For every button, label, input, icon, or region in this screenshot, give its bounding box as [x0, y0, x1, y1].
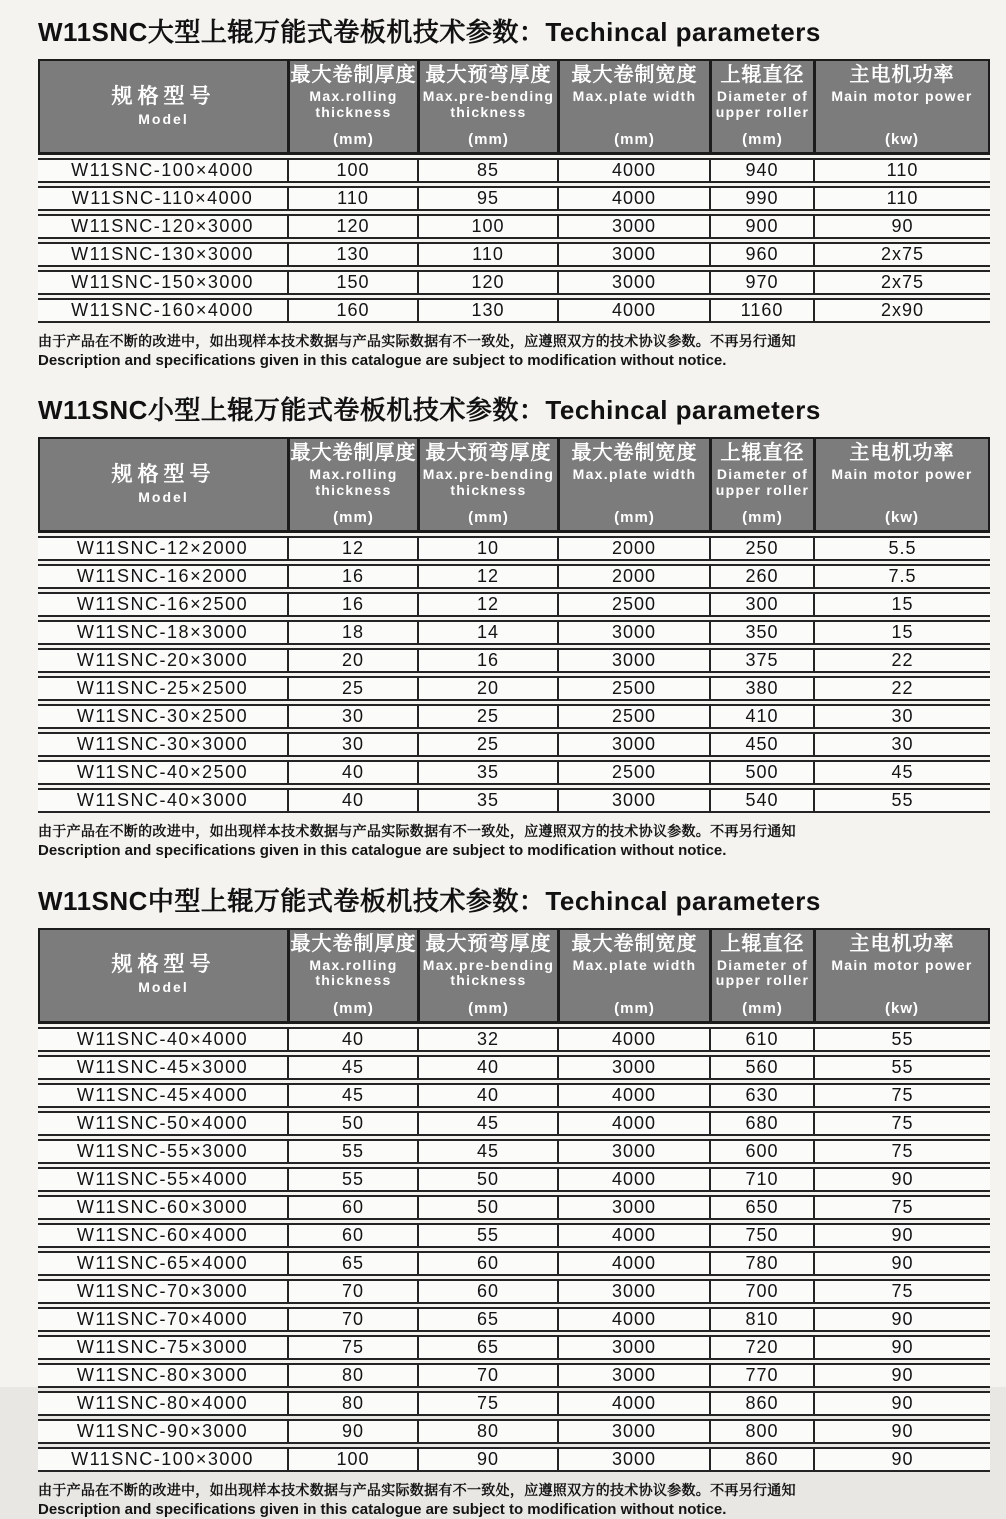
table-row — [38, 1335, 990, 1360]
value-cell: 780 — [709, 1251, 813, 1276]
table-body-medium — [38, 1027, 990, 1472]
value-cell: 45 — [813, 760, 990, 785]
value-cell: 2x75 — [813, 270, 990, 295]
value-cell: 380 — [709, 676, 813, 701]
value-cell: 90 — [813, 1223, 990, 1248]
value-cell: 60 — [287, 1195, 417, 1220]
col-header-motor-power: 主电机功率 Main motor power (kw) — [813, 437, 990, 533]
section-large-machines — [38, 12, 990, 370]
value-cell: 20 — [417, 676, 557, 701]
value-cell: 960 — [709, 242, 813, 267]
value-cell: 860 — [709, 1391, 813, 1416]
table-row — [38, 1167, 990, 1192]
table-header — [38, 59, 990, 155]
col-header-motor-power: 主电机功率 Main motor power (kw) — [813, 59, 990, 155]
value-cell: 55 — [813, 1055, 990, 1080]
value-cell: 100 — [287, 1447, 417, 1472]
table-row — [38, 1055, 990, 1080]
value-cell: 22 — [813, 676, 990, 701]
value-cell: 80 — [287, 1363, 417, 1388]
model-cell: W11SNC-60×4000 — [38, 1223, 287, 1248]
value-cell: 7.5 — [813, 564, 990, 589]
value-cell: 810 — [709, 1307, 813, 1332]
table-row — [38, 1251, 990, 1276]
spec-table-small — [38, 434, 990, 816]
table-row — [38, 1195, 990, 1220]
model-cell: W11SNC-65×4000 — [38, 1251, 287, 1276]
value-cell: 4000 — [557, 1307, 709, 1332]
value-cell: 3000 — [557, 1195, 709, 1220]
value-cell: 65 — [287, 1251, 417, 1276]
value-cell: 2000 — [557, 564, 709, 589]
value-cell: 40 — [287, 1027, 417, 1052]
col-header-rolling-thickness: 最大卷制厚度 Max.rolling thickness (mm) — [287, 928, 417, 1024]
value-cell: 650 — [709, 1195, 813, 1220]
disclaimer-note — [38, 332, 990, 370]
value-cell: 610 — [709, 1027, 813, 1052]
value-cell: 2500 — [557, 704, 709, 729]
value-cell: 3000 — [557, 270, 709, 295]
disclaimer-zh: 由于产品在不断的改进中，如出现样本技术数据与产品实际数据有不一致处，应遵照双方的技术协议参数。不再另行通知 — [38, 823, 796, 840]
value-cell: 2500 — [557, 676, 709, 701]
value-cell: 40 — [417, 1055, 557, 1080]
col-header-prebending-thickness: 最大预弯厚度 Max.pre-bending thickness (mm) — [417, 928, 557, 1024]
value-cell: 70 — [287, 1307, 417, 1332]
value-cell: 65 — [417, 1335, 557, 1360]
value-cell: 70 — [287, 1279, 417, 1304]
disclaimer-zh: 由于产品在不断的改进中，如出现样本技术数据与产品实际数据有不一致处，应遵照双方的技术协议参数。不再另行通知 — [38, 1481, 796, 1498]
table-row — [38, 1447, 990, 1472]
value-cell: 3000 — [557, 214, 709, 239]
value-cell: 65 — [417, 1307, 557, 1332]
model-cell: W11SNC-100×3000 — [38, 1447, 287, 1472]
value-cell: 16 — [417, 648, 557, 673]
model-cell: W11SNC-120×3000 — [38, 214, 287, 239]
table-row — [38, 1027, 990, 1052]
model-cell: W11SNC-12×2000 — [38, 536, 287, 561]
col-header-motor-power: 主电机功率 Main motor power (kw) — [813, 928, 990, 1024]
disclaimer-en: Description and specifications given in this catalogue are subject to modification without notice. — [38, 351, 727, 369]
col-header-model-en: Model — [138, 110, 189, 127]
table-row — [38, 704, 990, 729]
table-row — [38, 1139, 990, 1164]
model-cell: W11SNC-30×3000 — [38, 732, 287, 757]
value-cell: 3000 — [557, 242, 709, 267]
disclaimer-note — [38, 822, 990, 860]
col-header-plate-width: 最大卷制宽度 Max.plate width (mm) — [557, 437, 709, 533]
value-cell: 75 — [287, 1335, 417, 1360]
value-cell: 35 — [417, 788, 557, 813]
value-cell: 110 — [287, 186, 417, 211]
col-header-roller-diameter: 上辊直径 Diameter of upper roller (mm) — [709, 928, 813, 1024]
model-cell: W11SNC-160×4000 — [38, 298, 287, 323]
value-cell: 45 — [417, 1139, 557, 1164]
value-cell: 110 — [813, 186, 990, 211]
model-cell: W11SNC-40×3000 — [38, 788, 287, 813]
value-cell: 55 — [417, 1223, 557, 1248]
value-cell: 4000 — [557, 1251, 709, 1276]
col-header-model: 规格型号 Model — [38, 928, 287, 1024]
value-cell: 720 — [709, 1335, 813, 1360]
value-cell: 130 — [417, 298, 557, 323]
col-header-prebending-thickness: 最大预弯厚度 Max.pre-bending thickness (mm) — [417, 437, 557, 533]
value-cell: 18 — [287, 620, 417, 645]
value-cell: 85 — [417, 158, 557, 183]
model-cell: W11SNC-45×3000 — [38, 1055, 287, 1080]
value-cell: 2500 — [557, 592, 709, 617]
value-cell: 15 — [813, 592, 990, 617]
model-cell: W11SNC-50×4000 — [38, 1111, 287, 1136]
value-cell: 14 — [417, 620, 557, 645]
value-cell: 250 — [709, 536, 813, 561]
value-cell: 50 — [287, 1111, 417, 1136]
value-cell: 45 — [287, 1083, 417, 1108]
table-row — [38, 1307, 990, 1332]
model-cell: W11SNC-90×3000 — [38, 1419, 287, 1444]
value-cell: 12 — [287, 536, 417, 561]
table-row — [38, 536, 990, 561]
value-cell: 80 — [287, 1391, 417, 1416]
value-cell: 90 — [813, 1167, 990, 1192]
value-cell: 4000 — [557, 1167, 709, 1192]
value-cell: 4000 — [557, 1027, 709, 1052]
col-header-rolling-thickness: 最大卷制厚度 Max.rolling thickness (mm) — [287, 437, 417, 533]
value-cell: 990 — [709, 186, 813, 211]
disclaimer-en: Description and specifications given in this catalogue are subject to modification without notice. — [38, 842, 727, 860]
value-cell: 120 — [417, 270, 557, 295]
section-title-medium: W11SNC中型上辊万能式卷板机技术参数：Techincal parameters — [38, 885, 821, 916]
value-cell: 350 — [709, 620, 813, 645]
value-cell: 90 — [813, 1447, 990, 1472]
table-row — [38, 760, 990, 785]
model-cell: W11SNC-45×4000 — [38, 1083, 287, 1108]
value-cell: 90 — [813, 214, 990, 239]
section-small-machines — [38, 390, 990, 860]
model-cell: W11SNC-70×4000 — [38, 1307, 287, 1332]
value-cell: 45 — [287, 1055, 417, 1080]
value-cell: 4000 — [557, 1083, 709, 1108]
value-cell: 110 — [417, 242, 557, 267]
value-cell: 750 — [709, 1223, 813, 1248]
col-header-model: 规格型号 Model — [38, 437, 287, 533]
value-cell: 630 — [709, 1083, 813, 1108]
value-cell: 300 — [709, 592, 813, 617]
col-header-prebending-thickness: 最大预弯厚度 Max.pre-bending thickness (mm) — [417, 59, 557, 155]
value-cell: 40 — [287, 788, 417, 813]
section-title-large: W11SNC大型上辊万能式卷板机技术参数：Techincal parameters — [38, 17, 821, 47]
table-row — [38, 1419, 990, 1444]
value-cell: 130 — [287, 242, 417, 267]
value-cell: 60 — [417, 1279, 557, 1304]
value-cell: 16 — [287, 592, 417, 617]
value-cell: 3000 — [557, 1363, 709, 1388]
table-row — [38, 732, 990, 757]
table-row — [38, 648, 990, 673]
value-cell: 3000 — [557, 1335, 709, 1360]
model-cell: W11SNC-18×3000 — [38, 620, 287, 645]
value-cell: 32 — [417, 1027, 557, 1052]
table-row — [38, 1363, 990, 1388]
value-cell: 100 — [287, 158, 417, 183]
value-cell: 50 — [417, 1167, 557, 1192]
value-cell: 800 — [709, 1419, 813, 1444]
value-cell: 16 — [287, 564, 417, 589]
model-cell: W11SNC-70×3000 — [38, 1279, 287, 1304]
value-cell: 55 — [287, 1139, 417, 1164]
table-row — [38, 620, 990, 645]
model-cell: W11SNC-100×4000 — [38, 158, 287, 183]
value-cell: 260 — [709, 564, 813, 589]
value-cell: 970 — [709, 270, 813, 295]
model-cell: W11SNC-130×3000 — [38, 242, 287, 267]
value-cell: 80 — [417, 1419, 557, 1444]
value-cell: 3000 — [557, 788, 709, 813]
value-cell: 3000 — [557, 1447, 709, 1472]
value-cell: 90 — [813, 1363, 990, 1388]
col-header-model — [38, 59, 287, 155]
model-cell: W11SNC-16×2500 — [38, 592, 287, 617]
model-cell: W11SNC-55×3000 — [38, 1139, 287, 1164]
model-cell: W11SNC-75×3000 — [38, 1335, 287, 1360]
model-cell: W11SNC-110×4000 — [38, 186, 287, 211]
table-row — [38, 788, 990, 813]
table-row — [38, 214, 990, 239]
table-row — [38, 158, 990, 183]
value-cell: 90 — [813, 1391, 990, 1416]
col-header-model-zh: 规格型号 — [111, 84, 216, 108]
table-row — [38, 1083, 990, 1108]
model-cell: W11SNC-150×3000 — [38, 270, 287, 295]
model-cell: W11SNC-40×4000 — [38, 1027, 287, 1052]
table-row — [38, 270, 990, 295]
model-cell: W11SNC-40×2500 — [38, 760, 287, 785]
value-cell: 700 — [709, 1279, 813, 1304]
value-cell: 4000 — [557, 1391, 709, 1416]
value-cell: 90 — [813, 1419, 990, 1444]
value-cell: 4000 — [557, 186, 709, 211]
disclaimer-en: Description and specifications given in this catalogue are subject to modification without notice. — [38, 1500, 727, 1518]
col-header-plate-width: 最大卷制宽度 Max.plate width (mm) — [557, 59, 709, 155]
value-cell: 500 — [709, 760, 813, 785]
model-cell: W11SNC-25×2500 — [38, 676, 287, 701]
value-cell: 770 — [709, 1363, 813, 1388]
col-header-rolling-thickness: 最大卷制厚度 Max.rolling thickness (mm) — [287, 59, 417, 155]
value-cell: 3000 — [557, 1139, 709, 1164]
section-title-small: W11SNC小型上辊万能式卷板机技术参数：Techincal parameters — [38, 395, 821, 426]
model-cell: W11SNC-60×3000 — [38, 1195, 287, 1220]
value-cell: 35 — [417, 760, 557, 785]
value-cell: 410 — [709, 704, 813, 729]
value-cell: 560 — [709, 1055, 813, 1080]
value-cell: 25 — [287, 676, 417, 701]
value-cell: 90 — [417, 1447, 557, 1472]
value-cell: 75 — [813, 1083, 990, 1108]
value-cell: 40 — [417, 1083, 557, 1108]
value-cell: 90 — [813, 1307, 990, 1332]
value-cell: 2500 — [557, 760, 709, 785]
value-cell: 50 — [417, 1195, 557, 1220]
value-cell: 55 — [287, 1167, 417, 1192]
value-cell: 860 — [709, 1447, 813, 1472]
model-cell: W11SNC-16×2000 — [38, 564, 287, 589]
value-cell: 900 — [709, 214, 813, 239]
value-cell: 90 — [813, 1335, 990, 1360]
value-cell: 110 — [813, 158, 990, 183]
table-row — [38, 1223, 990, 1248]
value-cell: 540 — [709, 788, 813, 813]
table-row — [38, 186, 990, 211]
value-cell: 4000 — [557, 1223, 709, 1248]
col-header-plate-width: 最大卷制宽度 Max.plate width (mm) — [557, 928, 709, 1024]
value-cell: 120 — [287, 214, 417, 239]
value-cell: 95 — [417, 186, 557, 211]
value-cell: 2x90 — [813, 298, 990, 323]
value-cell: 60 — [287, 1223, 417, 1248]
table-row — [38, 1111, 990, 1136]
value-cell: 90 — [813, 1251, 990, 1276]
table-row — [38, 1391, 990, 1416]
value-cell: 25 — [417, 732, 557, 757]
value-cell: 4000 — [557, 158, 709, 183]
table-row — [38, 242, 990, 267]
value-cell: 2000 — [557, 536, 709, 561]
table-row — [38, 298, 990, 323]
value-cell: 30 — [813, 732, 990, 757]
value-cell: 75 — [813, 1139, 990, 1164]
model-cell: W11SNC-80×3000 — [38, 1363, 287, 1388]
model-cell: W11SNC-55×4000 — [38, 1167, 287, 1192]
value-cell: 75 — [813, 1111, 990, 1136]
table-body-small — [38, 536, 990, 813]
value-cell: 10 — [417, 536, 557, 561]
disclaimer-zh: 由于产品在不断的改进中，如出现样本技术数据与产品实际数据有不一致处，应遵照双方的技术协议参数。不再另行通知 — [38, 333, 796, 349]
value-cell: 22 — [813, 648, 990, 673]
value-cell: 3000 — [557, 620, 709, 645]
spec-table-medium — [38, 925, 990, 1475]
value-cell: 75 — [813, 1279, 990, 1304]
value-cell: 60 — [417, 1251, 557, 1276]
section-medium-machines — [38, 881, 990, 1519]
model-cell: W11SNC-30×2500 — [38, 704, 287, 729]
value-cell: 4000 — [557, 298, 709, 323]
value-cell: 40 — [287, 760, 417, 785]
value-cell: 600 — [709, 1139, 813, 1164]
value-cell: 45 — [417, 1111, 557, 1136]
value-cell: 450 — [709, 732, 813, 757]
value-cell: 150 — [287, 270, 417, 295]
value-cell: 25 — [417, 704, 557, 729]
value-cell: 3000 — [557, 732, 709, 757]
table-row — [38, 1279, 990, 1304]
table-header — [38, 437, 990, 533]
value-cell: 2x75 — [813, 242, 990, 267]
value-cell: 12 — [417, 564, 557, 589]
value-cell: 15 — [813, 620, 990, 645]
value-cell: 680 — [709, 1111, 813, 1136]
value-cell: 55 — [813, 1027, 990, 1052]
table-row — [38, 564, 990, 589]
value-cell: 4000 — [557, 1111, 709, 1136]
spec-table-large — [38, 56, 990, 326]
value-cell: 75 — [813, 1195, 990, 1220]
value-cell: 55 — [813, 788, 990, 813]
table-header — [38, 928, 990, 1024]
col-header-roller-diameter: 上辊直径 Diameter of upper roller (mm) — [709, 59, 813, 155]
model-cell: W11SNC-20×3000 — [38, 648, 287, 673]
value-cell: 5.5 — [813, 536, 990, 561]
value-cell: 90 — [287, 1419, 417, 1444]
table-row — [38, 592, 990, 617]
value-cell: 375 — [709, 648, 813, 673]
value-cell: 710 — [709, 1167, 813, 1192]
model-cell: W11SNC-80×4000 — [38, 1391, 287, 1416]
value-cell: 70 — [417, 1363, 557, 1388]
col-header-roller-diameter: 上辊直径 Diameter of upper roller (mm) — [709, 437, 813, 533]
value-cell: 3000 — [557, 1055, 709, 1080]
value-cell: 12 — [417, 592, 557, 617]
value-cell: 3000 — [557, 1279, 709, 1304]
disclaimer-note — [38, 1481, 990, 1519]
value-cell: 20 — [287, 648, 417, 673]
value-cell: 100 — [417, 214, 557, 239]
value-cell: 30 — [287, 704, 417, 729]
value-cell: 160 — [287, 298, 417, 323]
value-cell: 3000 — [557, 648, 709, 673]
table-row — [38, 676, 990, 701]
value-cell: 30 — [813, 704, 990, 729]
value-cell: 1160 — [709, 298, 813, 323]
value-cell: 75 — [417, 1391, 557, 1416]
value-cell: 3000 — [557, 1419, 709, 1444]
table-body-large — [38, 158, 990, 323]
value-cell: 30 — [287, 732, 417, 757]
value-cell: 940 — [709, 158, 813, 183]
